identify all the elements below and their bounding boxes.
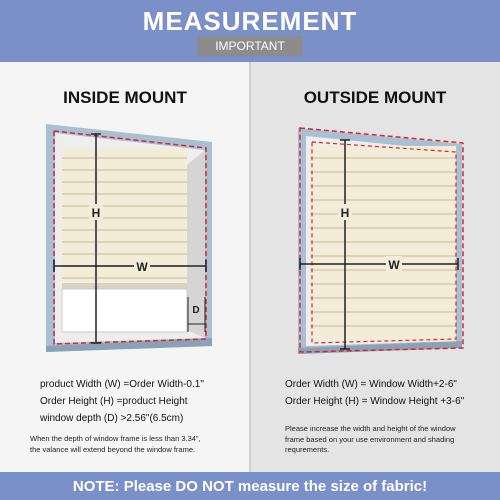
outside-height-label: H bbox=[340, 206, 350, 220]
footer-note: NOTE: Please DO NOT measure the size of fabric! bbox=[72, 478, 428, 495]
outside-width-label: W bbox=[388, 258, 400, 272]
inside-spec-width: product Width (W) =Order Width-0.1" bbox=[40, 379, 204, 390]
inside-window-glass bbox=[62, 289, 187, 332]
inside-window-illustration bbox=[46, 124, 212, 352]
inside-note bbox=[30, 434, 201, 455]
inside-mount-heading: INSIDE MOUNT bbox=[63, 88, 187, 107]
outside-note bbox=[285, 424, 456, 456]
inside-spec-depth: window depth (D) >2.56"(6.5cm) bbox=[40, 413, 184, 424]
outside-spec-height: Order Height (H) = Window Height +3-6" bbox=[285, 396, 465, 407]
inside-bottom-rail bbox=[62, 283, 187, 289]
outside-note-line: Please increase the width and height of the window bbox=[285, 424, 456, 433]
inside-spec-height: Order Height (H) =product Height bbox=[40, 396, 188, 407]
inside-note-line: the valance will extend beyond the window frame. bbox=[30, 444, 196, 454]
page-title: MEASUREMENT bbox=[142, 6, 358, 36]
important-badge: IMPORTANT bbox=[197, 36, 303, 56]
outside-window-illustration bbox=[298, 128, 462, 354]
inside-blind-fabric bbox=[62, 148, 187, 283]
inside-note-line: When the depth of window frame is less than 3.34", bbox=[30, 434, 201, 443]
inside-depth-label: D bbox=[192, 305, 200, 316]
inside-width-label: W bbox=[136, 260, 148, 274]
outside-mount-heading: OUTSIDE MOUNT bbox=[303, 88, 447, 107]
outside-note-line: requrements. bbox=[285, 445, 330, 454]
outside-spec-list bbox=[285, 376, 464, 410]
inside-height-label: H bbox=[91, 206, 101, 220]
outside-note-line: frame based on your use environment and shading bbox=[285, 434, 455, 444]
outside-spec-width: Order Width (W) = Window Width+2-6" bbox=[285, 379, 457, 390]
inside-spec-list bbox=[40, 376, 204, 427]
